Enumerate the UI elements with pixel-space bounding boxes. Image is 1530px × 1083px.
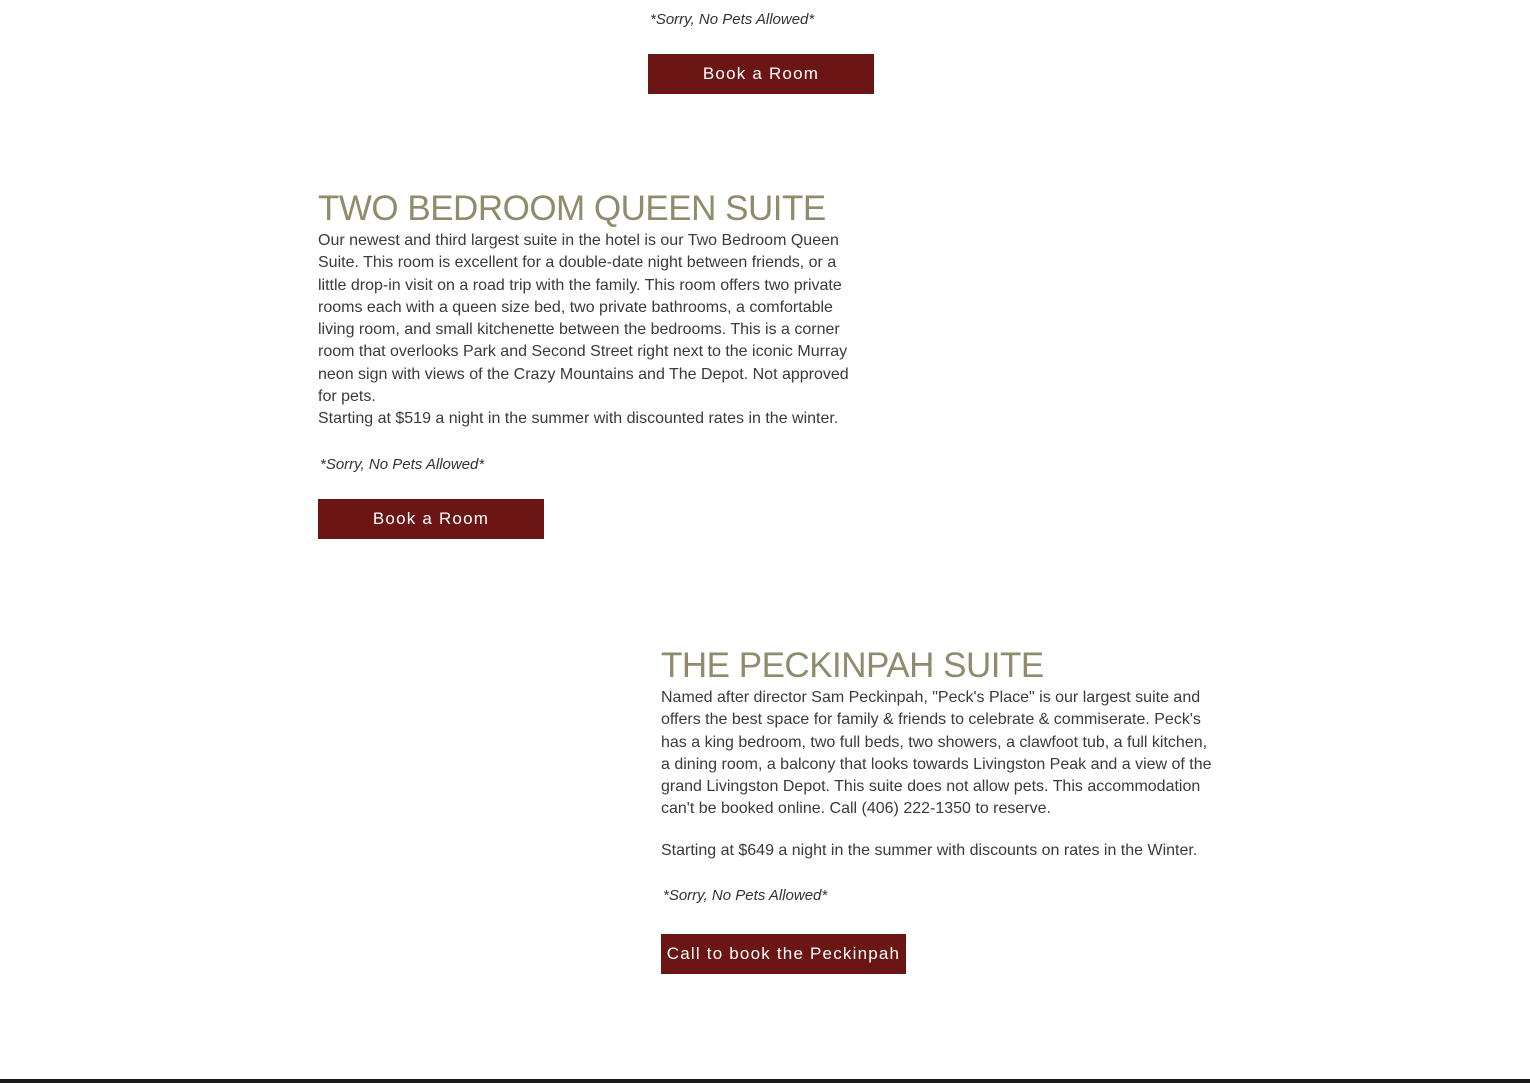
pets-note-top: *Sorry, No Pets Allowed* xyxy=(650,11,815,28)
two-bedroom-suite-title: TWO BEDROOM QUEEN SUITE xyxy=(318,189,826,228)
peckinpah-suite-title: THE PECKINPAH SUITE xyxy=(661,646,1044,685)
two-bedroom-pets-note: *Sorry, No Pets Allowed* xyxy=(320,456,485,473)
peckinpah-pets-note: *Sorry, No Pets Allowed* xyxy=(663,887,828,904)
peckinpah-suite-price: Starting at $649 a night in the summer with discounts on rates in the Winter. xyxy=(661,842,1198,859)
footer-divider xyxy=(0,1079,1530,1083)
book-room-button-two-bedroom[interactable]: Book a Room xyxy=(318,499,544,539)
book-room-button-top[interactable]: Book a Room xyxy=(648,54,874,94)
two-bedroom-suite-price: Starting at $519 a night in the summer with discounted rates in the winter. xyxy=(318,410,839,427)
peckinpah-suite-description: Named after director Sam Peckinpah, "Peck's Place" is our largest suite and offers the best space for family & friends to celebrate & commiserate. Peck's has a king bedroom, two full beds, two showers, a clawfoot tub, a full kitchen, a dining room, a balcony that looks towards Livingston Peak and a view of the grand Livingston Depot. This suite does not allow pets. This accommodation can't be booked online. Call (406) 222-1350 to reserve. xyxy=(661,689,1212,818)
two-bedroom-suite-description: Our newest and third largest suite in the hotel is our Two Bedroom Queen Suite. This room is excellent for a double-date night between friends, or a little drop-in visit on a road trip with the family. This room offers two private rooms each with a queen size bed, two private bathrooms, a comfortable living room, and small kitchenette between the bedrooms. This is a corner room that overlooks Park and Second Street right next to the iconic Murray neon sign with views of the Crazy Mountains and The Depot. Not approved for pets. xyxy=(318,232,849,406)
call-to-book-peckinpah-button[interactable]: Call to book the Peckinpah xyxy=(661,934,906,974)
